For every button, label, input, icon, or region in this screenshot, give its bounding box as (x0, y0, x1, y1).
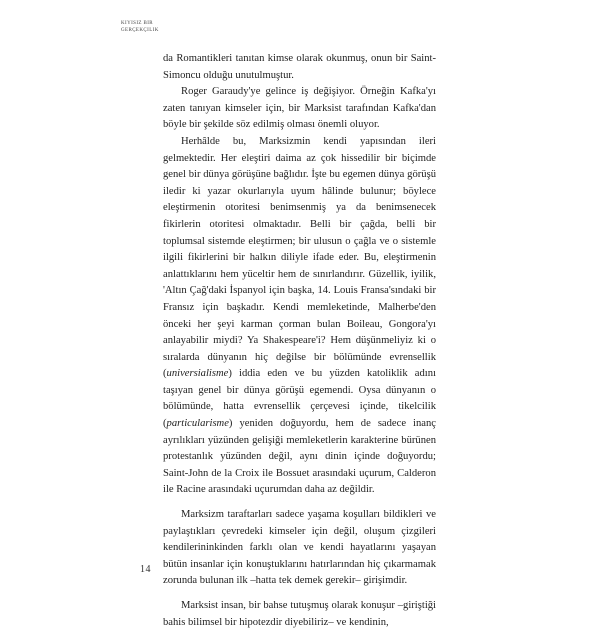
body-text (163, 51, 436, 631)
running-header-line-2: GERÇEKÇILIK (121, 28, 159, 33)
paragraph: Marksist insan, bir bahse tutuşmuş olarak konuşur –giriştiği bahis bilimsel bir hipotezdir diyebiliriz– ve kendinin, (163, 600, 436, 628)
italic-term: particularisme (166, 418, 229, 430)
italic-term: universialisme (166, 368, 229, 380)
paragraph: Roger Garaudy'ye gelince iş değişiyor. Örneğin Kafka'yı zaten tanıyan kimseler için, bir Marksist tarafından Kafka'dan böyle bir şekilde söz edilmiş olması önemli oluyor. (163, 86, 436, 131)
paragraph-text: ) iddia eden ve bu yüzden katoliklik adını taşıyan genel bir dünya görüşü egemendi. Oysa dünyanın o bölümünde, hatta evrensellik çerçevesi içinde, tikelcilik ( (163, 368, 436, 430)
page-number: 14 (140, 564, 151, 575)
paragraph (163, 134, 436, 499)
running-header (121, 20, 159, 34)
paragraph-text: Herhâlde bu, Marksizmin kendi yapısından ileri gelmektedir. Her eleştiri daima az çok hissedilir bir biçimde genel bir dünya görüşüne bağlıdır. İşte bu egemen dünya görüşü iledir ki yazar okurlarıyla uyum hâlinde bulunur; böylece eleştirmenin otoritesi benimsenmiş ya da benimsenecek fikirlerin otoritesi olmaktadır. Belli bir çağda, belli bir toplumsal sistemde eleştirmen; bir ulusun o çağla ve o sistemle ilgili fikirlerini bir halkın diliyle ifade eder. Bu, eleştirmenin anlattıklarını hem yüceltir hem de sınırlandırır. Güzellik, iyilik, 'Altın Çağ'daki İspanyol için başka, 14. Louis Fransa'sındaki bir Fransız için başkadır. Kendi memleketinde, Malherbe'den önceki her şeyi karman çorman bulan Boileau, Gongora'yı anlayabilir miydi? Ya Shakespeare'i? Hem düşünmeliyiz ki o sıralarda dünyanın hiç değilse bir bölümünde evrensellik ( (163, 135, 436, 380)
paragraph: Marksizm taraftarları sadece yaşama koşulları bildikleri ve paylaştıkları çevredeki kimseler için değil, oluşum çizgileri kendilerininkinden farklı olan ve kendi hayatlarını yaşayan bütün insanlar için konuştuklarını hatırlarından hiç çıkarmamak zorunda bulunan ilk –hatta tek demek gerekir– girişimdir. (163, 509, 436, 587)
paragraph-text: ) yeniden doğuyordu, hem de sadece inanç ayrılıkları yüzünden gelişiği memleketlerin karakterine bürünen protestanlık yüzünden değil, aynı dinin içinde doğuyordu; Saint-John de la Croix ile Bossuet arasındaki uçurum, Calderon ile Racine arasındaki uçurumdan daha az değildir. (163, 418, 436, 496)
running-header-line-1: KIYISIZ BIR (121, 21, 154, 26)
paragraph: da Romantikleri tanıtan kimse olarak okunmuş, onun bir Saint-Simoncu olduğu unutulmuştur. (163, 53, 436, 81)
